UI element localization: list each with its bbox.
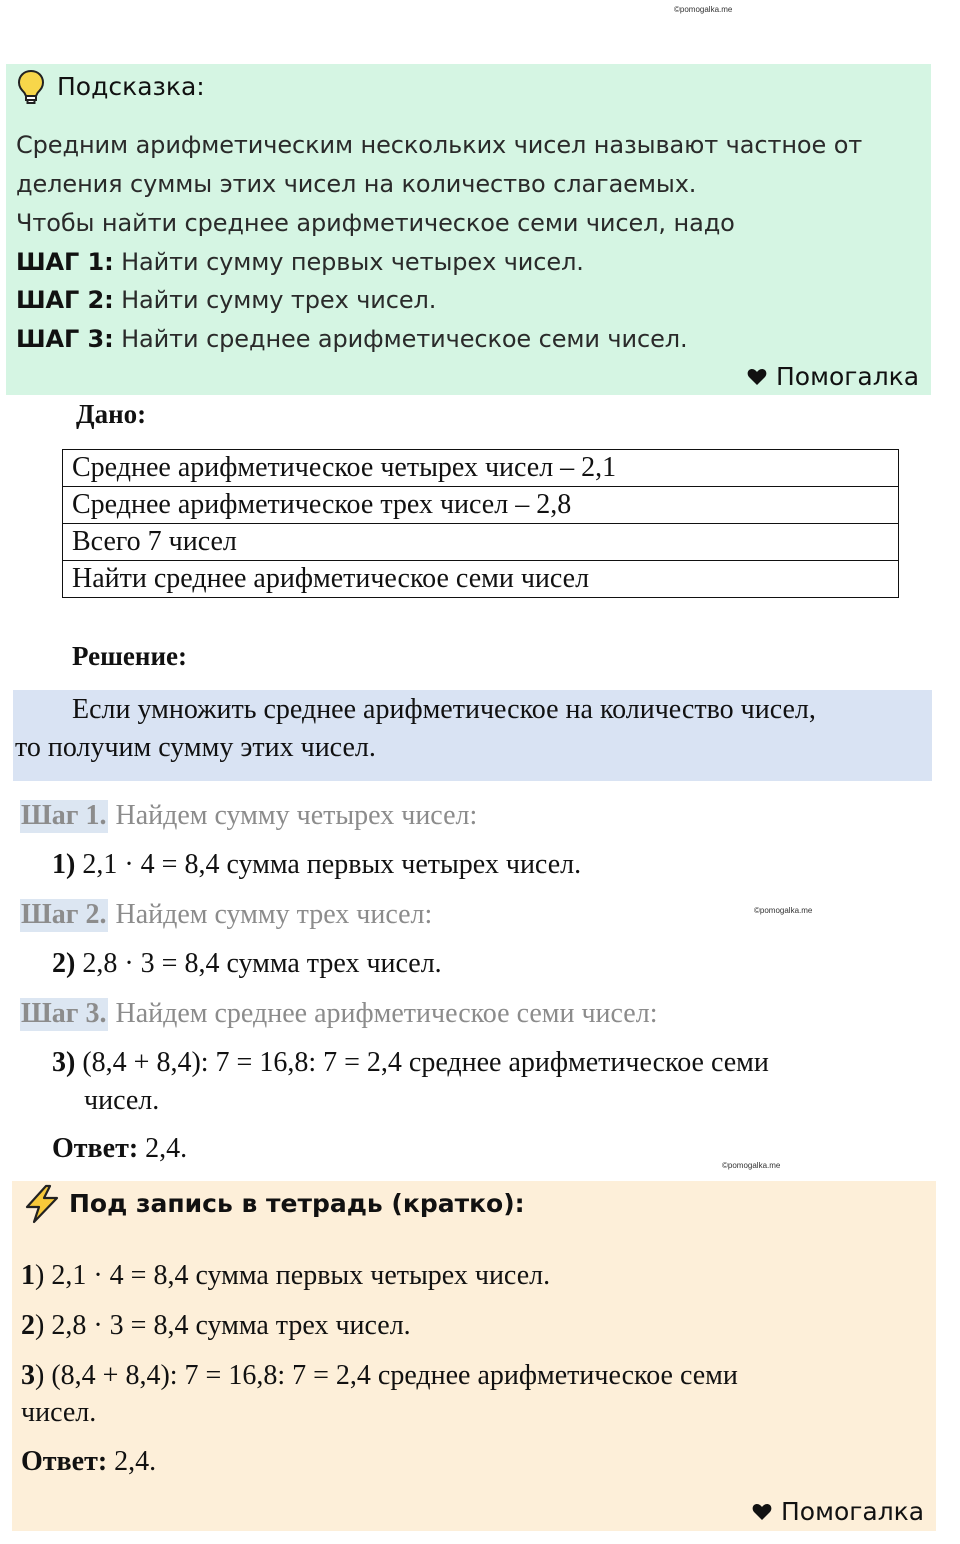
watermark: ©pomogalka.me xyxy=(674,5,733,14)
step-text: Найдем среднее арифметическое семи чисел: xyxy=(108,998,658,1029)
calc-text: 2,8 · 3 = 8,4 сумма трех чисел. xyxy=(75,948,442,979)
step-label: Шаг 2. xyxy=(21,899,107,930)
notebook-line-1 xyxy=(21,1260,550,1292)
notebook-box xyxy=(12,1181,936,1531)
answer-label: Ответ: xyxy=(21,1446,108,1477)
notebook-line-3 xyxy=(21,1360,738,1392)
brand-label: Помогалка xyxy=(781,1497,925,1526)
hint-step-label: ШАГ 3: xyxy=(16,325,114,353)
line-number: 3 xyxy=(21,1360,35,1391)
notebook-line-3-continuation: чисел. xyxy=(21,1397,97,1428)
lightning-icon xyxy=(22,1184,62,1229)
answer xyxy=(52,1133,187,1165)
brand-label: Помогалка xyxy=(776,362,920,391)
line-text: ) 2,1 · 4 = 8,4 сумма первых четырех чисел. xyxy=(35,1260,551,1291)
step-text: Найдем сумму трех чисел: xyxy=(108,899,433,930)
heart-icon xyxy=(752,1503,772,1526)
solution-label: Решение: xyxy=(72,641,187,671)
step-1-calc xyxy=(52,849,581,881)
table-cell: Найти среднее арифметическое семи чисел xyxy=(63,561,899,598)
hint-step-label: ШАГ 1: xyxy=(16,248,114,276)
line-text: ) (8,4 + 8,4): 7 = 16,8: 7 = 2,4 среднее арифметическое семи xyxy=(35,1360,738,1391)
hint-step-1 xyxy=(16,248,584,276)
line-text: ) 2,8 · 3 = 8,4 сумма трех чисел. xyxy=(35,1310,411,1341)
step-3-calc xyxy=(52,1047,769,1079)
given-table xyxy=(62,449,899,598)
calc-number: 2) xyxy=(52,948,76,979)
calc-number: 3) xyxy=(52,1047,76,1078)
calc-text: 2,1 · 4 = 8,4 сумма первых четырех чисел. xyxy=(75,849,582,880)
table-row xyxy=(63,524,899,561)
hint-line-1: Средним арифметическим нескольких чисел называют частное от xyxy=(16,131,863,159)
answer-label: Ответ: xyxy=(52,1133,139,1164)
step-label: Шаг 3. xyxy=(21,998,107,1029)
step-label: Шаг 1. xyxy=(21,800,107,831)
watermark: ©pomogalka.me xyxy=(722,1161,781,1170)
step-3-calc-continuation: чисел. xyxy=(84,1085,160,1116)
step-text: Найдем сумму четырех чисел: xyxy=(108,800,478,831)
table-row xyxy=(63,561,899,598)
hint-line-3: Чтобы найти среднее арифметическое семи чисел, надо xyxy=(16,209,735,237)
calc-number: 1) xyxy=(52,849,76,880)
table-row xyxy=(63,450,899,487)
hint-step-2 xyxy=(16,286,436,314)
given-label: Дано: xyxy=(76,399,147,429)
solution-intro-line-1: Если умножить среднее арифметическое на количество чисел, xyxy=(72,694,816,725)
hint-step-label: ШАГ 2: xyxy=(16,286,114,314)
notebook-answer xyxy=(21,1446,156,1478)
table-row xyxy=(63,487,899,524)
step-1-title xyxy=(20,800,477,832)
lightbulb-icon xyxy=(17,69,45,110)
table-cell: Всего 7 чисел xyxy=(63,524,899,561)
step-2-title xyxy=(20,899,432,931)
table-cell: Среднее арифметическое четырех чисел – 2,1 xyxy=(63,450,899,487)
hint-line-2: деления суммы этих чисел на количество слагаемых. xyxy=(16,170,697,198)
calc-text: (8,4 + 8,4): 7 = 16,8: 7 = 2,4 среднее арифметическое семи xyxy=(75,1047,769,1078)
hint-step-3 xyxy=(16,325,688,353)
answer-value: 2,4. xyxy=(107,1446,157,1477)
hint-step-text: Найти сумму первых четырех чисел. xyxy=(113,248,584,276)
hint-title: Подсказка: xyxy=(57,72,205,101)
notebook-title: Под запись в тетрадь (кратко): xyxy=(69,1189,525,1218)
line-number: 2 xyxy=(21,1310,35,1341)
watermark: ©pomogalka.me xyxy=(754,906,813,915)
answer-value: 2,4. xyxy=(138,1133,188,1164)
table-cell: Среднее арифметическое трех чисел – 2,8 xyxy=(63,487,899,524)
notebook-line-2 xyxy=(21,1310,411,1342)
heart-icon xyxy=(747,368,767,391)
solution-intro-line-2: то получим сумму этих чисел. xyxy=(15,732,376,763)
step-2-calc xyxy=(52,948,442,980)
line-number: 1 xyxy=(21,1260,35,1291)
step-3-title xyxy=(20,998,658,1030)
hint-step-text: Найти среднее арифметическое семи чисел. xyxy=(113,325,688,353)
hint-step-text: Найти сумму трех чисел. xyxy=(113,286,437,314)
